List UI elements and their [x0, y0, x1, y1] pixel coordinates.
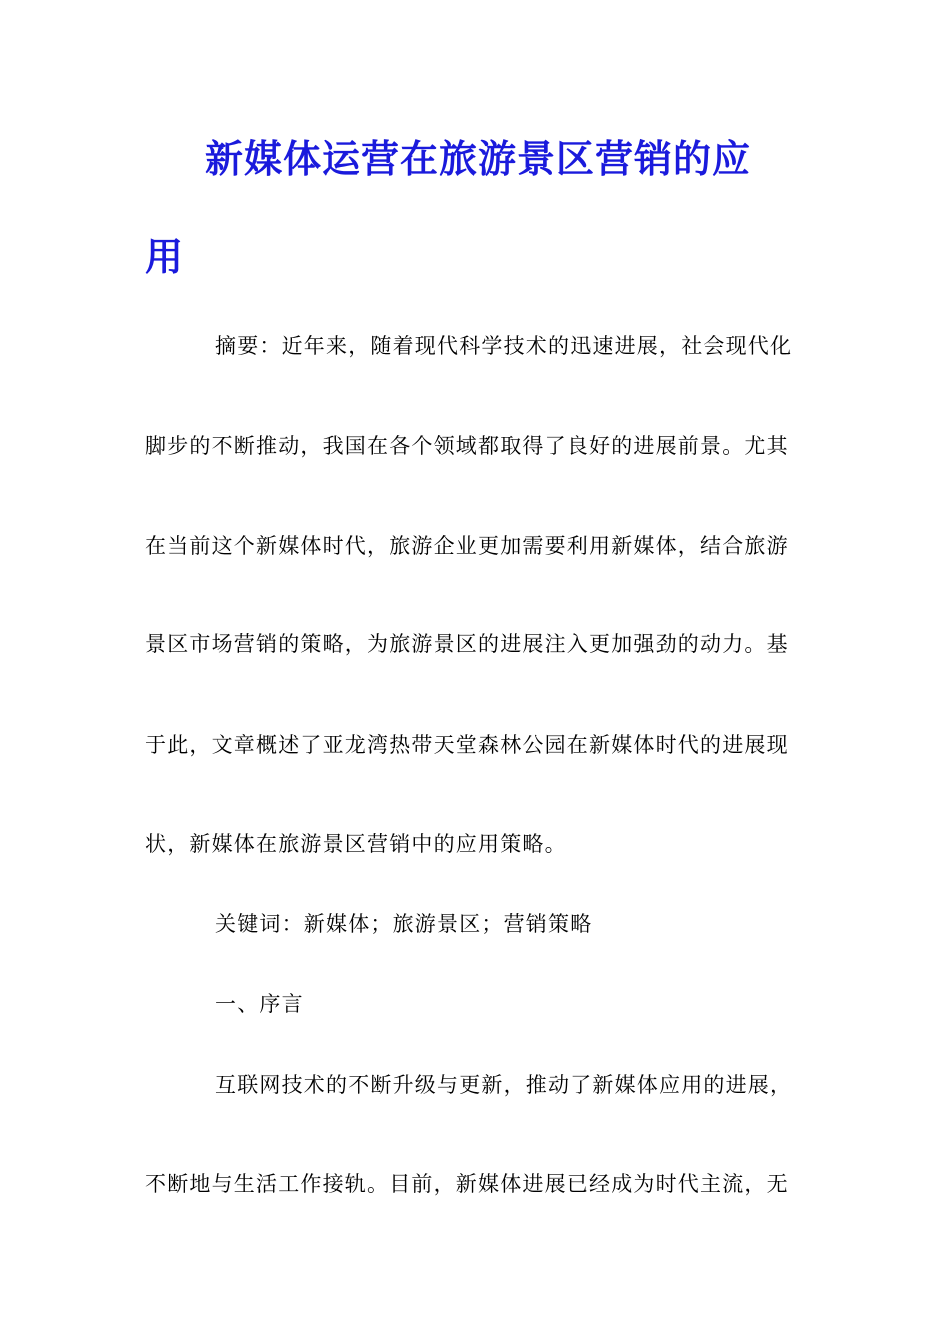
section-heading: 一、序言 — [215, 992, 304, 1016]
abstract-line-5: 于此，文章概述了亚龙湾热带天堂森林公园在新媒体时代的进展现 — [145, 733, 789, 757]
body-line-2: 不断地与生活工作接轨。目前，新媒体进展已经成为时代主流，无 — [145, 1172, 789, 1196]
keywords-line: 关键词：新媒体；旅游景区；营销策略 — [215, 912, 593, 936]
abstract-line-2: 脚步的不断推动，我国在各个领域都取得了良好的进展前景。尤其 — [145, 434, 789, 458]
body-line-1: 互联网技术的不断升级与更新，推动了新媒体应用的进展， — [215, 1073, 793, 1097]
abstract-line-6: 状，新媒体在旅游景区营销中的应用策略。 — [145, 832, 567, 856]
document-title-line-1: 新媒体运营在旅游景区营销的应 — [205, 136, 752, 181]
abstract-line-3: 在当前这个新媒体时代，旅游企业更加需要利用新媒体，结合旅游 — [145, 534, 789, 558]
abstract-line-1: 摘要：近年来，随着现代科学技术的迅速进展，社会现代化 — [215, 334, 793, 358]
document-title-line-2: 用 — [145, 234, 185, 279]
abstract-line-4: 景区市场营销的策略，为旅游景区的进展注入更加强劲的动力。基 — [145, 632, 789, 656]
